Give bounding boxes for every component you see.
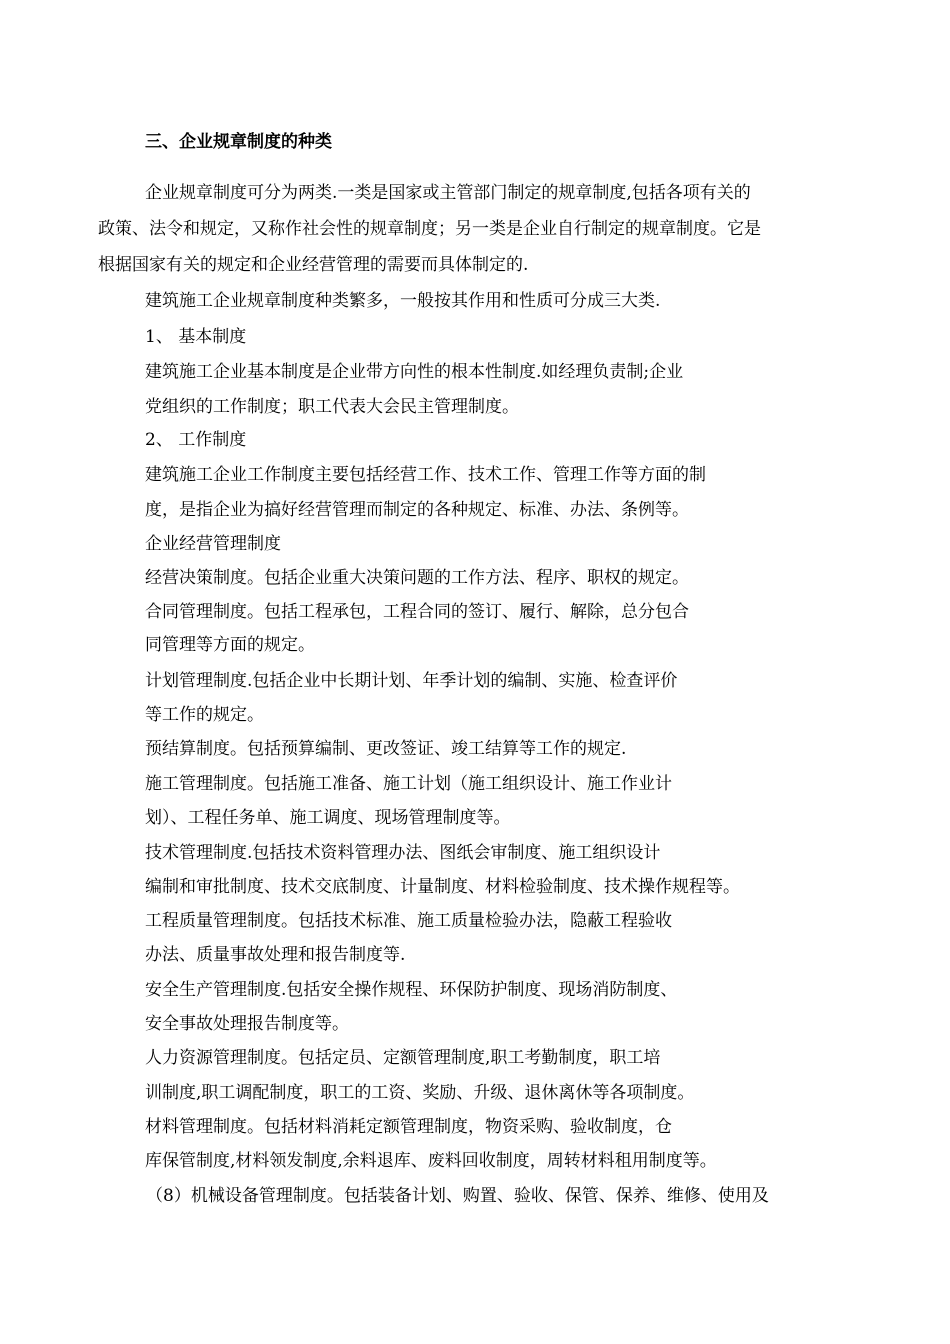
text-line: 训制度,职工调配制度，职工的工资、奖励、升级、退休离休等各项制度。 xyxy=(145,1083,695,1103)
text-line: 工程质量管理制度。包括技术标准、施工质量检验办法，隐蔽工程验收 xyxy=(145,911,672,931)
text-line: 1、 基本制度 xyxy=(145,327,247,347)
text-line: 合同管理制度。包括工程承包，工程合同的签订、履行、解除，总分包合 xyxy=(145,602,689,622)
text-line: 安全事故处理报告制度等。 xyxy=(145,1014,349,1034)
text-line: 人力资源管理制度。包括定员、定额管理制度,职工考勤制度，职工培 xyxy=(145,1048,661,1068)
text-line: （8）机械设备管理制度。包括装备计划、购置、验收、保管、保养、维修、使用及 xyxy=(146,1186,769,1206)
text-line: 建筑施工企业基本制度是企业带方向性的根本性制度.如经理负责制;企业 xyxy=(145,362,684,382)
text-line: 经营决策制度。包括企业重大决策问题的工作方法、程序、职权的规定。 xyxy=(145,568,689,588)
intro-line-2: 政策、法令和规定，又称作社会性的规章制度；另一类是企业自行制定的规章制度。它是 xyxy=(98,219,761,239)
text-line: 等工作的规定。 xyxy=(145,705,264,725)
text-line: 2、 工作制度 xyxy=(145,430,247,450)
text-line: 计划管理制度.包括企业中长期计划、年季计划的编制、实施、检查评价 xyxy=(145,671,678,691)
intro-line-3: 根据国家有关的规定和企业经营管理的需要而具体制定的. xyxy=(98,255,529,275)
text-line: 建筑施工企业工作制度主要包括经营工作、技术工作、管理工作等方面的制 xyxy=(145,465,706,485)
text-line: 企业经营管理制度 xyxy=(145,534,281,554)
text-line: 同管理等方面的规定。 xyxy=(145,635,315,655)
text-line: 库保管制度,材料领发制度,余料退库、废料回收制度，周转材料租用制度等。 xyxy=(145,1151,717,1171)
text-line: 建筑施工企业规章制度种类繁多，一般按其作用和性质可分成三大类. xyxy=(145,291,661,311)
text-line: 编制和审批制度、技术交底制度、计量制度、材料检验制度、技术操作规程等。 xyxy=(145,877,740,897)
text-line: 划）、工程任务单、施工调度、现场管理制度等。 xyxy=(145,808,511,828)
text-line: 度，是指企业为搞好经营管理而制定的各种规定、标准、办法、条例等。 xyxy=(145,500,689,520)
text-line: 预结算制度。包括预算编制、更改签证、竣工结算等工作的规定. xyxy=(145,739,627,759)
text-line: 材料管理制度。包括材料消耗定额管理制度，物资采购、验收制度，仓 xyxy=(145,1117,672,1137)
text-line: 办法、质量事故处理和报告制度等. xyxy=(145,945,406,965)
text-line: 技术管理制度.包括技术资料管理办法、图纸会审制度、施工组织设计 xyxy=(145,843,661,863)
section-heading: 三、企业规章制度的种类 xyxy=(145,132,332,152)
intro-line-1: 企业规章制度可分为两类.一类是国家或主管部门制定的规章制度,包括各项有关的 xyxy=(145,183,751,203)
text-line: 党组织的工作制度；职工代表大会民主管理制度。 xyxy=(145,397,519,417)
text-line: 安全生产管理制度.包括安全操作规程、环保防护制度、现场消防制度、 xyxy=(145,980,678,1000)
text-line: 施工管理制度。包括施工准备、施工计划（施工组织设计、施工作业计 xyxy=(145,774,672,794)
